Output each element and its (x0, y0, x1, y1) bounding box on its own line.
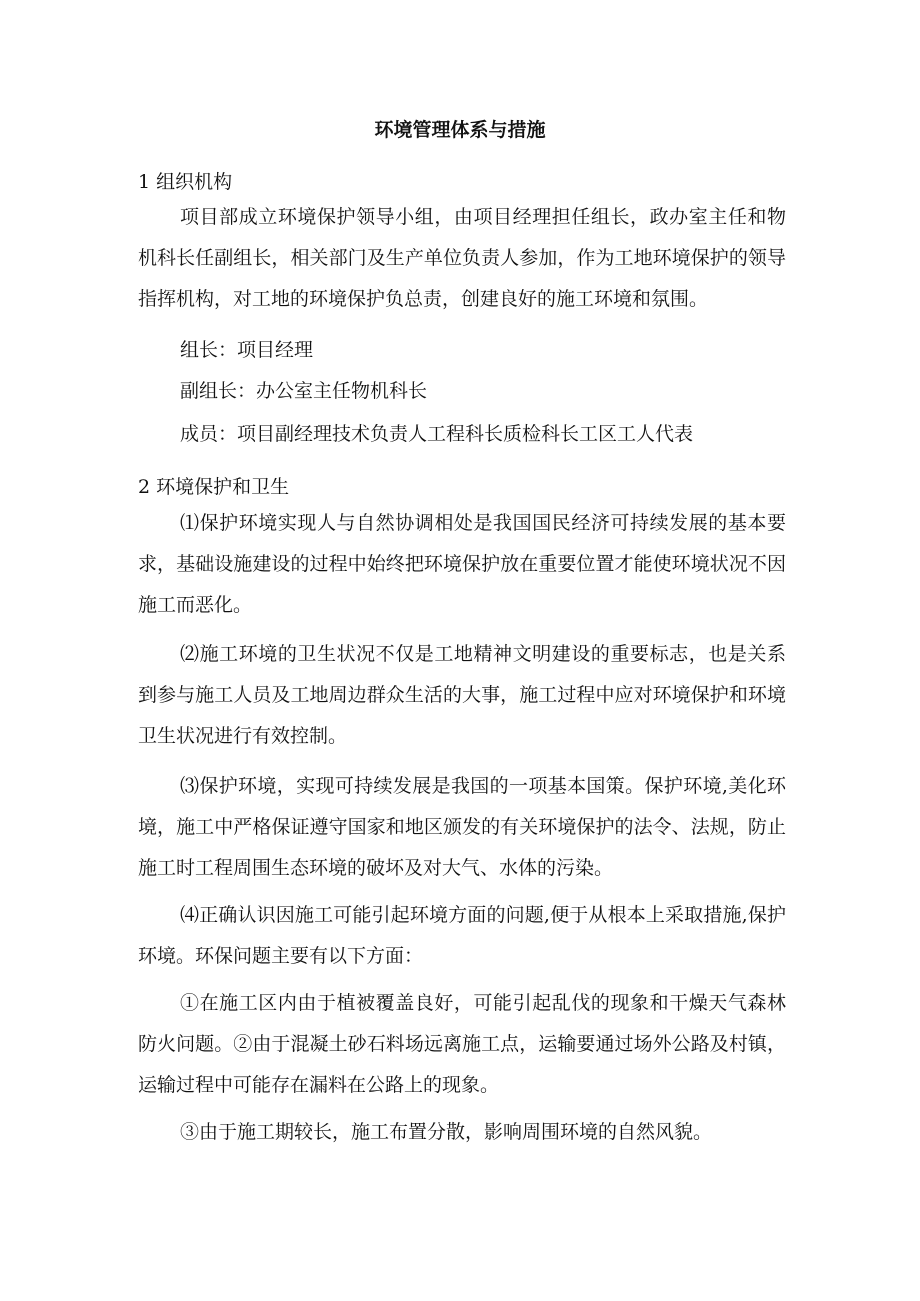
section-heading-organization: 1 组织机构 (138, 171, 233, 193)
environment-paragraph-3: ⑶保护环境，实现可持续发展是我国的一项基本国策。保护环境,美化环境，施工中严格保证遵守国家和地区颁发的有关环境保护的法令、法规，防止施工时工程周围生态环境的破坏及对大气、水体的污染。 (138, 775, 786, 879)
environment-paragraph-6: ③由于施工期较长，施工布置分散，影响周围环境的自然风貌。 (180, 1121, 713, 1143)
environment-paragraph-1: ⑴保护环境实现人与自然协调相处是我国国民经济可持续发展的基本要求，基础设施建设的过程中始终把环境保护放在重要位置才能使环境状况不因施工而恶化。 (138, 512, 786, 616)
environment-paragraph-5: ①在施工区内由于植被覆盖良好，可能引起乱伐的现象和干燥天气森林防火问题。②由于混凝土砂石料场远离施工点，运输要通过场外公路及村镇，运输过程中可能存在漏料在公路上的现象。 (138, 992, 786, 1096)
members-line: 成员：项目副经理技术负责人工程科长质检科长工区工人代表 (180, 423, 694, 445)
deputy-leader-line: 副组长：办公室主任物机科长 (180, 380, 428, 402)
organization-intro-paragraph: 项目部成立环境保护领导小组，由项目经理担任组长，政办室主任和物机科长任副组长，相关部门及生产单位负责人参加，作为工地环境保护的领导指挥机构，对工地的环境保护负总责，创建良好的施工环境和氛围。 (138, 206, 786, 310)
document-title: 环境管理体系与措施 (374, 119, 546, 141)
section-heading-environment: 2 环境保护和卫生 (138, 476, 290, 498)
environment-paragraph-2: ⑵施工环境的卫生状况不仅是工地精神文明建设的重要标志，也是关系到参与施工人员及工地周边群众生活的大事，施工过程中应对环境保护和环境卫生状况进行有效控制。 (138, 643, 786, 747)
environment-paragraph-4: ⑷正确认识因施工可能引起环境方面的问题,便于从根本上采取措施,保护环境。环保问题主要有以下方面： (138, 904, 786, 967)
team-leader-line: 组长：项目经理 (180, 339, 314, 361)
